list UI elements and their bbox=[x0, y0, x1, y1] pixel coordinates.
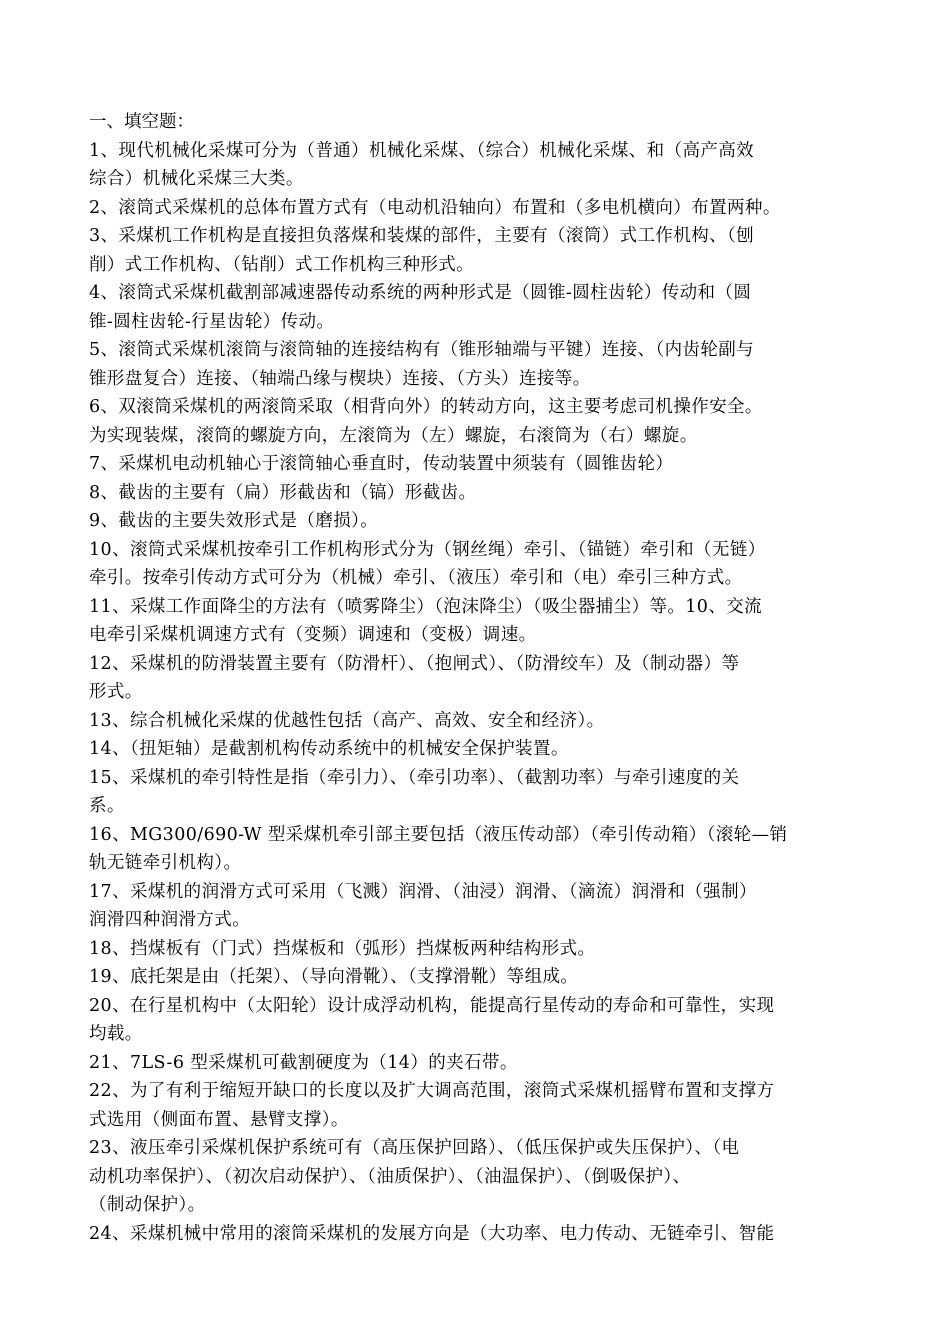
question-item bbox=[89, 137, 869, 194]
question-line: 21、7LS-6 型采煤机可截割硬度为（14）的夹石带。 bbox=[89, 1052, 518, 1073]
question-line: 23、液压牵引采煤机保护系统可有（高压保护回路）、（低压保护或失压保护）、（电 bbox=[89, 1138, 740, 1158]
question-line: 13、综合机械化采煤的优越性包括（高产、高效、安全和经济）。 bbox=[89, 710, 605, 731]
question-item bbox=[89, 450, 869, 479]
question-line: 为实现装煤，滚筒的螺旋方向，左滚筒为（左）螺旋，右滚筒为（右）螺旋。 bbox=[89, 425, 698, 446]
question-item bbox=[89, 821, 869, 878]
question-item bbox=[89, 735, 869, 764]
question-item bbox=[89, 1220, 869, 1249]
question-list bbox=[89, 137, 869, 1249]
question-item bbox=[89, 1077, 869, 1134]
question-line: 系。 bbox=[89, 796, 125, 816]
question-line: 11、采煤工作面降尘的方法有（喷雾降尘）（泡沫降尘）（吸尘器捕尘）等。10、交流 bbox=[89, 596, 763, 617]
question-line: 19、底托架是由（托架）、（导向滑靴）、（支撑滑靴）等组成。 bbox=[89, 967, 579, 987]
question-line: 9、截齿的主要失效形式是（磨损）。 bbox=[89, 511, 379, 531]
question-item bbox=[89, 1134, 869, 1220]
question-line: 3、采煤机工作机构是直接担负落煤和装煤的部件，主要有（滚筒）式工作机构、（刨 bbox=[89, 226, 755, 246]
question-item bbox=[89, 707, 869, 736]
question-item bbox=[89, 935, 869, 964]
question-line: 15、采煤机的牵引特性是指（牵引力）、（牵引功率）、（截割功率）与牵引速度的关 bbox=[89, 767, 740, 788]
question-item bbox=[89, 336, 869, 393]
question-line: 12、采煤机的防滑装置主要有（防滑杆）、（抱闸式）、（防滑绞车）及（制动器）等 bbox=[89, 653, 740, 674]
question-line: 均载。 bbox=[89, 1024, 143, 1044]
question-line: 14、（扭矩轴）是截割机构传动系统中的机械安全保护装置。 bbox=[89, 739, 569, 759]
question-line: （制动保护）。 bbox=[89, 1195, 206, 1215]
question-item bbox=[89, 593, 869, 650]
question-item bbox=[89, 479, 869, 508]
question-item bbox=[89, 279, 869, 336]
question-line: 5、滚筒式采煤机滚筒与滚筒轴的连接结构有（锥形轴端与平键）连接、（内齿轮副与 bbox=[89, 340, 755, 360]
question-item bbox=[89, 393, 869, 450]
question-line: 式选用（侧面布置、悬臂支撑）。 bbox=[89, 1109, 349, 1130]
question-item bbox=[89, 878, 869, 935]
question-line: 22、为了有利于缩短开缺口的长度以及扩大调高范围，滚筒式采煤机摇臂布置和支撑方 bbox=[89, 1081, 775, 1101]
question-line: 4、滚筒式采煤机截割部减速器传动系统的两种形式是（圆锥-圆柱齿轮）传动和（圆 bbox=[89, 283, 752, 303]
question-line: 2、滚筒式采煤机的总体布置方式有（电动机沿轴向）布置和（多电机横向）布置两种。 bbox=[89, 197, 781, 218]
question-item bbox=[89, 507, 869, 536]
question-item bbox=[89, 222, 869, 279]
question-line: 牵引。按牵引传动方式可分为（机械）牵引、（液压）牵引和（电）牵引三种方式。 bbox=[89, 568, 743, 588]
question-line: 16、MG300/690-W 型采煤机牵引部主要包括（液压传动部）（牵引传动箱）（滚轮—销 bbox=[89, 824, 788, 845]
question-item bbox=[89, 194, 869, 223]
question-line: 电牵引采煤机调速方式有（变频）调速和（变极）调速。 bbox=[89, 625, 537, 645]
question-line: 综合）机械化采煤三大类。 bbox=[89, 169, 304, 189]
question-item bbox=[89, 963, 869, 992]
question-line: 形式。 bbox=[89, 682, 143, 702]
question-item bbox=[89, 1049, 869, 1078]
question-line: 轨无链牵引机构）。 bbox=[89, 853, 242, 873]
question-item bbox=[89, 992, 869, 1049]
question-line: 7、采煤机电动机轴心于滚筒轴心垂直时，传动装置中须装有（圆锥齿轮） bbox=[89, 454, 674, 474]
question-line: 锥-圆柱齿轮-行星齿轮）传动。 bbox=[89, 311, 335, 332]
question-line: 锥形盘复合）连接、（轴端凸缘与楔块）连接、（方头）连接等。 bbox=[89, 368, 591, 389]
section-heading: 一、填空题： bbox=[89, 112, 194, 132]
document-page bbox=[89, 108, 869, 1248]
question-item bbox=[89, 536, 869, 593]
question-line: 动机功率保护）、（初次启动保护）、（油质保护）、（油温保护）、（倒吸保护）、 bbox=[89, 1166, 691, 1187]
question-line: 8、截齿的主要有（扁）形截齿和（镐）形截齿。 bbox=[89, 482, 477, 503]
question-line: 润滑四种润滑方式。 bbox=[89, 910, 251, 930]
question-line: 20、在行星机构中（太阳轮）设计成浮动机构，能提高行星传动的寿命和可靠性，实现 bbox=[89, 995, 775, 1016]
question-item bbox=[89, 650, 869, 707]
question-line: 削）式工作机构、（钻削）式工作机构三种形式。 bbox=[89, 254, 475, 275]
question-line: 1、现代机械化采煤可分为（普通）机械化采煤、（综合）机械化采煤、和（高产高效 bbox=[89, 140, 755, 161]
question-item bbox=[89, 764, 869, 821]
question-line: 10、滚筒式采煤机按牵引工作机构形式分为（钢丝绳）牵引、（锚链）牵引和（无链） bbox=[89, 539, 766, 560]
question-line: 24、采煤机械中常用的滚筒采煤机的发展方向是（大功率、电力传动、无链牵引、智能 bbox=[89, 1223, 775, 1244]
question-line: 18、挡煤板有（门式）挡煤板和（弧形）挡煤板两种结构形式。 bbox=[89, 938, 596, 959]
question-line: 6、双滚筒采煤机的两滚筒采取（相背向外）的转动方向，这主要考虑司机操作安全。 bbox=[89, 397, 763, 417]
question-line: 17、采煤机的润滑方式可采用（飞溅）润滑、（油浸）润滑、（滴流）润滑和（强制） bbox=[89, 881, 757, 902]
